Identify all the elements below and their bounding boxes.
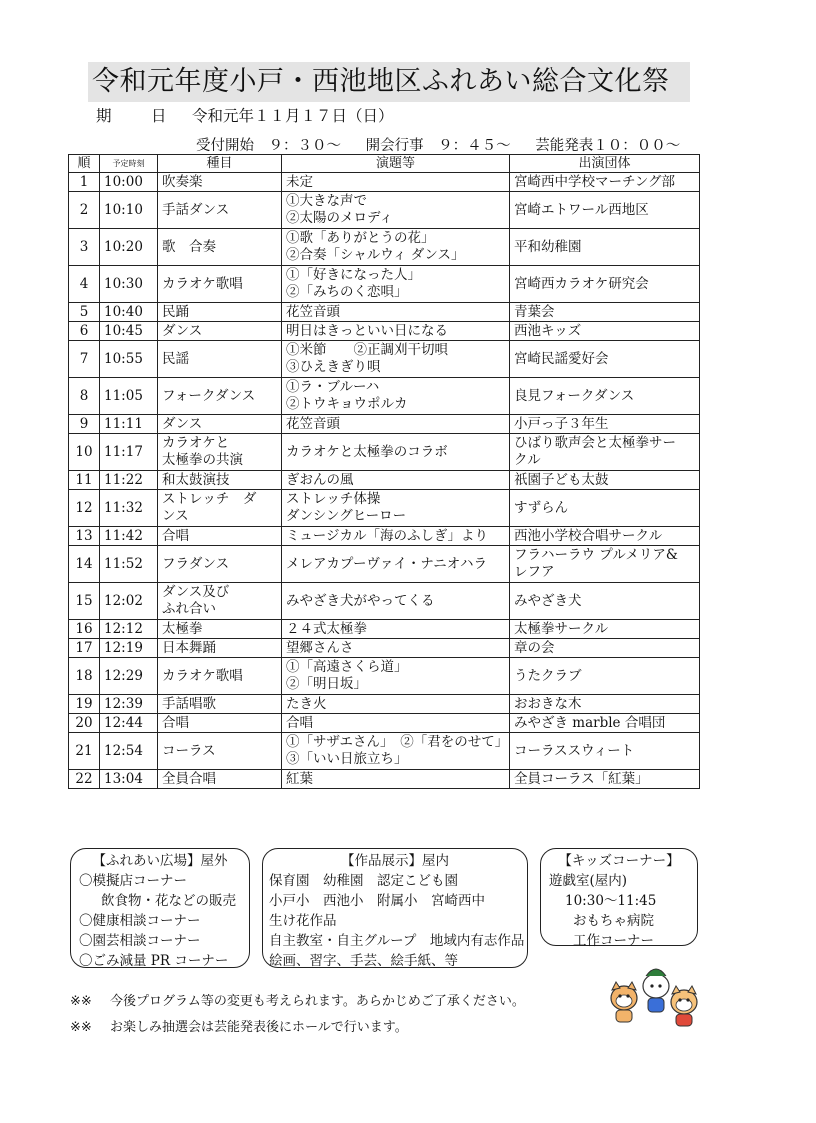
row-genre-line: 手話唱歌: [162, 695, 216, 712]
reception-time: 受付開始 ９：３０～: [196, 138, 341, 154]
row-title-line: ①歌「ありがとうの花」: [286, 230, 435, 246]
row-group: [510, 303, 700, 322]
row-group-line: みやざき犬: [514, 592, 582, 609]
row-title: [282, 695, 510, 714]
row-group-line: 宮崎エトワール西地区: [514, 201, 649, 218]
row-title-line: メレアカプーヴァイ・ナニオハラ: [286, 555, 488, 572]
row-genre-line: カラオケ歌唱: [162, 667, 243, 684]
row-number: 15: [69, 583, 100, 620]
row-group: [510, 229, 700, 266]
row-genre-line: フラダンス: [162, 555, 230, 572]
plaza-item: 飲食物・花などの販売: [101, 893, 236, 909]
row-time: 10:30: [100, 266, 158, 303]
row-genre: [158, 434, 282, 471]
row-group: [510, 490, 700, 527]
row-group: [510, 266, 700, 303]
row-group-line: すずらん: [514, 499, 569, 516]
row-genre-line: カラオケと: [162, 435, 230, 451]
row-number: 14: [69, 546, 100, 583]
row-group-line: 平和幼稚園: [514, 238, 582, 255]
row-number: 18: [69, 658, 100, 695]
header-title: 演題等: [282, 155, 510, 173]
row-title: [282, 415, 510, 434]
exhibit-item: 生け花作品: [269, 913, 337, 929]
row-title-line: ①「好きになった人」: [286, 267, 421, 283]
row-group: [510, 583, 700, 620]
mascot-characters-icon: [604, 958, 704, 1030]
row-group: [510, 639, 700, 658]
table-row: [69, 322, 700, 341]
table-row: [69, 546, 700, 583]
row-genre: [158, 471, 282, 490]
kids-item: 工作コーナー: [573, 933, 654, 949]
row-title-line: ①「サザエさん」 ②「君をのせて」: [286, 734, 509, 750]
table-row: [69, 714, 700, 733]
plaza-item: 〇園芸相談コーナー: [79, 933, 201, 949]
row-group-line: 宮崎西カラオケ研究会: [514, 275, 649, 292]
row-time: 12:44: [100, 714, 158, 733]
row-group-line: フラハーラウ プルメリア&: [514, 547, 678, 563]
program-table: [68, 154, 700, 789]
row-time: 10:55: [100, 341, 158, 378]
row-title-line: みやざき犬がやってくる: [286, 592, 435, 609]
row-title-line: ダンシングヒーロー: [286, 508, 407, 524]
row-number: 12: [69, 490, 100, 527]
row-genre: [158, 192, 282, 229]
note-mark: ※※: [70, 1020, 92, 1035]
performance-time: 芸能発表１０：００～: [535, 138, 681, 154]
row-title-line: ①米節 ②正調刈干切唄: [286, 342, 448, 358]
row-title-line: ぎおんの風: [286, 471, 354, 488]
row-genre: [158, 639, 282, 658]
row-time: 11:42: [100, 527, 158, 546]
row-genre: [158, 490, 282, 527]
row-genre: [158, 620, 282, 639]
event-date: [96, 104, 394, 126]
row-genre: [158, 173, 282, 192]
plaza-box: [70, 848, 250, 968]
row-group: [510, 341, 700, 378]
row-number: 7: [69, 341, 100, 378]
row-title: [282, 733, 510, 770]
table-row: [69, 266, 700, 303]
plaza-title: 【ふれあい広場】屋外: [92, 853, 228, 869]
table-row: [69, 471, 700, 490]
exhibit-item: 自主教室・自主グループ 地域内有志作品: [269, 933, 525, 949]
table-row: [69, 639, 700, 658]
row-time: 11:52: [100, 546, 158, 583]
row-genre-line: ストレッチ ダ: [162, 491, 257, 507]
row-group-line: 良見フォークダンス: [514, 387, 635, 404]
row-title-line: たき火: [286, 695, 327, 712]
table-row: [69, 620, 700, 639]
row-genre: [158, 415, 282, 434]
plaza-item: 〇模擬店コーナー: [79, 873, 187, 889]
row-time: 11:11: [100, 415, 158, 434]
row-number: 9: [69, 415, 100, 434]
exhibit-item: 小戸小 西池小 附属小 宮崎西中: [269, 893, 485, 909]
row-group-line: 祇園子ども太鼓: [514, 471, 609, 488]
row-title: [282, 341, 510, 378]
row-group-line: 西池小学校合唱サークル: [514, 527, 663, 544]
row-title: [282, 546, 510, 583]
row-title: [282, 490, 510, 527]
row-group-line: 小戸っ子３年生: [514, 415, 609, 432]
row-title-line: ２４式太極拳: [286, 620, 367, 637]
row-genre-line: 太極拳: [162, 620, 203, 637]
row-number: 6: [69, 322, 100, 341]
row-number: 10: [69, 434, 100, 471]
row-title: [282, 303, 510, 322]
row-title: [282, 192, 510, 229]
table-row: [69, 733, 700, 770]
table-row: [69, 229, 700, 266]
row-time: 10:00: [100, 173, 158, 192]
row-time: 12:12: [100, 620, 158, 639]
row-genre: [158, 695, 282, 714]
row-group-line: 宮崎西中学校マーチング部: [514, 173, 676, 190]
row-title: [282, 434, 510, 471]
row-number: 5: [69, 303, 100, 322]
header-group: 出演団体: [510, 155, 700, 173]
row-genre-line: 民踊: [162, 303, 189, 320]
row-group-line: みやざき marble 合唱団: [514, 714, 666, 731]
row-title: [282, 266, 510, 303]
row-group-line: 西池キッズ: [514, 322, 582, 339]
table-row: [69, 341, 700, 378]
row-time: 12:02: [100, 583, 158, 620]
row-time: 12:29: [100, 658, 158, 695]
row-number: 11: [69, 471, 100, 490]
row-title-line: ②「明日坂」: [286, 676, 367, 692]
kids-item: おもちゃ病院: [573, 913, 654, 929]
row-group: [510, 192, 700, 229]
row-genre-line: 和太鼓演技: [162, 471, 230, 488]
row-group-line: 宮崎民謡愛好会: [514, 350, 609, 367]
table-header-row: [69, 155, 700, 173]
row-group-line: おおきな木: [514, 695, 582, 712]
row-genre: [158, 770, 282, 789]
kids-box: [540, 848, 698, 949]
row-genre-line: 合唱: [162, 714, 189, 731]
kids-title: 【キッズコーナー】: [558, 853, 680, 869]
row-genre-line: 太極拳の共演: [162, 452, 243, 468]
row-group: [510, 471, 700, 490]
row-genre-line: フォークダンス: [162, 387, 256, 404]
row-number: 17: [69, 639, 100, 658]
row-group: [510, 546, 700, 583]
row-title: [282, 322, 510, 341]
row-title-line: ③「いい日旅立ち」: [286, 751, 408, 767]
date-value: 令和元年１１月１７日（日）: [192, 107, 394, 125]
row-title-line: 合唱: [286, 714, 313, 731]
row-title-line: 明日はきっといい日になる: [286, 322, 448, 339]
row-genre-line: ダンス: [162, 322, 203, 339]
row-genre: [158, 583, 282, 620]
plaza-item: 〇ごみ減量 PR コーナー: [79, 953, 229, 969]
row-title-line: 紅葉: [286, 770, 313, 787]
row-genre-line: 吹奏楽: [162, 173, 203, 190]
kids-item: 10:30～11:45: [565, 893, 657, 909]
row-genre: [158, 658, 282, 695]
opening-time: 開会行事 ９：４５～: [365, 138, 511, 154]
row-title: [282, 583, 510, 620]
row-genre: [158, 322, 282, 341]
row-number: 3: [69, 229, 100, 266]
row-title-line: ①「高遠さくら道」: [286, 659, 408, 675]
row-genre-line: 合唱: [162, 527, 189, 544]
row-group: [510, 527, 700, 546]
table-row: [69, 434, 700, 471]
row-genre-line: 日本舞踊: [162, 639, 216, 656]
row-group: [510, 714, 700, 733]
exhibit-title: 【作品展示】屋内: [341, 853, 449, 869]
row-group-line: ひばり歌声会と太極拳サー: [514, 435, 676, 451]
row-title-line: 花笠音頭: [286, 303, 340, 320]
row-number: 8: [69, 378, 100, 415]
row-title: [282, 658, 510, 695]
row-title: [282, 229, 510, 266]
row-number: 2: [69, 192, 100, 229]
row-genre: [158, 546, 282, 583]
row-group-line: 太極拳サークル: [514, 620, 609, 637]
row-genre-line: カラオケ歌唱: [162, 275, 243, 292]
row-time: 11:05: [100, 378, 158, 415]
row-title-line: ②合奏「シャルウィ ダンス」: [286, 247, 465, 263]
table-row: [69, 583, 700, 620]
row-group: [510, 434, 700, 471]
row-title-line: ②太陽のメロディ: [286, 210, 393, 226]
note-text: 今後プログラム等の変更も考えられます。あらかじめご了承ください。: [110, 994, 525, 1009]
page-title: 令和元年度小戸・西池地区ふれあい総合文化祭: [88, 62, 690, 102]
row-number: 22: [69, 770, 100, 789]
row-title: [282, 378, 510, 415]
note-change: [70, 990, 525, 1009]
row-number: 16: [69, 620, 100, 639]
row-time: 11:17: [100, 434, 158, 471]
row-title-line: 望郷さんさ: [286, 639, 354, 656]
row-time: 10:45: [100, 322, 158, 341]
row-number: 1: [69, 173, 100, 192]
row-genre: [158, 229, 282, 266]
row-number: 20: [69, 714, 100, 733]
row-title-line: ①大きな声で: [286, 193, 367, 209]
row-number: 19: [69, 695, 100, 714]
row-group: [510, 695, 700, 714]
row-number: 4: [69, 266, 100, 303]
row-genre-line: ンス: [162, 508, 189, 524]
note-text: お楽しみ抽選会は芸能発表後にホールで行います。: [110, 1020, 408, 1035]
table-row: [69, 490, 700, 527]
row-group: [510, 770, 700, 789]
table-row: [69, 173, 700, 192]
row-title: [282, 639, 510, 658]
row-title: [282, 173, 510, 192]
row-title-line: 未定: [286, 173, 313, 190]
row-title: [282, 471, 510, 490]
schedule-times: [196, 134, 700, 155]
row-group-line: 全員コーラス「紅葉」: [514, 770, 649, 787]
row-title: [282, 770, 510, 789]
row-group: [510, 620, 700, 639]
row-genre: [158, 266, 282, 303]
table-row: [69, 415, 700, 434]
kids-item: 遊戯室(屋内): [549, 873, 628, 889]
row-title: [282, 527, 510, 546]
row-group-line: クル: [514, 452, 541, 468]
row-group-line: 章の会: [514, 639, 555, 656]
exhibit-item: 保育園 幼稚園 認定こども園: [269, 873, 458, 889]
row-title-line: 花笠音頭: [286, 415, 340, 432]
row-group: [510, 173, 700, 192]
date-label: 期 日: [96, 107, 179, 125]
row-title-line: ミュージカル「海のふしぎ」より: [286, 527, 488, 544]
row-genre-line: 歌 合奏: [162, 238, 216, 255]
note-mark: ※※: [70, 994, 92, 1009]
row-time: 11:22: [100, 471, 158, 490]
row-group: [510, 415, 700, 434]
plaza-item: 〇健康相談コーナー: [79, 913, 201, 929]
table-row: [69, 303, 700, 322]
row-number: 21: [69, 733, 100, 770]
row-title: [282, 620, 510, 639]
table-row: [69, 695, 700, 714]
row-genre: [158, 303, 282, 322]
row-group-line: うたクラブ: [514, 667, 582, 684]
row-group-line: レフア: [514, 564, 555, 580]
header-time: 予定時刻: [100, 155, 158, 173]
row-title-line: ③ひえきぎり唄: [286, 359, 381, 375]
row-group: [510, 658, 700, 695]
row-title-line: ストレッチ体操: [286, 491, 381, 507]
row-time: 10:20: [100, 229, 158, 266]
row-time: 10:40: [100, 303, 158, 322]
row-title-line: ②トウキョウポルカ: [286, 396, 408, 412]
row-time: 12:54: [100, 733, 158, 770]
row-genre-line: 全員合唱: [162, 770, 216, 787]
row-genre-line: ダンス: [162, 415, 203, 432]
row-title: [282, 714, 510, 733]
row-genre-line: ダンス及び: [162, 584, 230, 600]
row-group: [510, 733, 700, 770]
row-group-line: コーラススウィート: [514, 742, 635, 759]
row-genre: [158, 714, 282, 733]
row-genre-line: コーラス: [162, 742, 216, 759]
row-genre: [158, 733, 282, 770]
row-group: [510, 378, 700, 415]
row-genre: [158, 378, 282, 415]
row-genre-line: 手話ダンス: [162, 201, 230, 218]
row-time: 12:39: [100, 695, 158, 714]
row-time: 12:19: [100, 639, 158, 658]
row-title-line: ①ラ・ブルーハ: [286, 379, 380, 395]
row-group: [510, 322, 700, 341]
table-row: [69, 658, 700, 695]
row-genre: [158, 527, 282, 546]
row-title-line: カラオケと太極拳のコラボ: [286, 443, 448, 460]
row-genre: [158, 341, 282, 378]
table-row: [69, 378, 700, 415]
table-row: [69, 770, 700, 789]
row-time: 10:10: [100, 192, 158, 229]
row-time: 11:32: [100, 490, 158, 527]
row-genre-line: 民謡: [162, 350, 189, 367]
row-title-line: ②「みちのく恋唄」: [286, 284, 408, 300]
note-lottery: [70, 1016, 408, 1035]
exhibit-box: [262, 848, 528, 968]
row-number: 13: [69, 527, 100, 546]
header-no: 順: [69, 155, 100, 173]
row-group-line: 青葉会: [514, 303, 555, 320]
table-row: [69, 527, 700, 546]
table-row: [69, 192, 700, 229]
row-time: 13:04: [100, 770, 158, 789]
header-genre: 種目: [158, 155, 282, 173]
exhibit-item: 絵画、習字、手芸、絵手紙、等: [269, 953, 458, 969]
row-genre-line: ふれ合い: [162, 601, 216, 617]
